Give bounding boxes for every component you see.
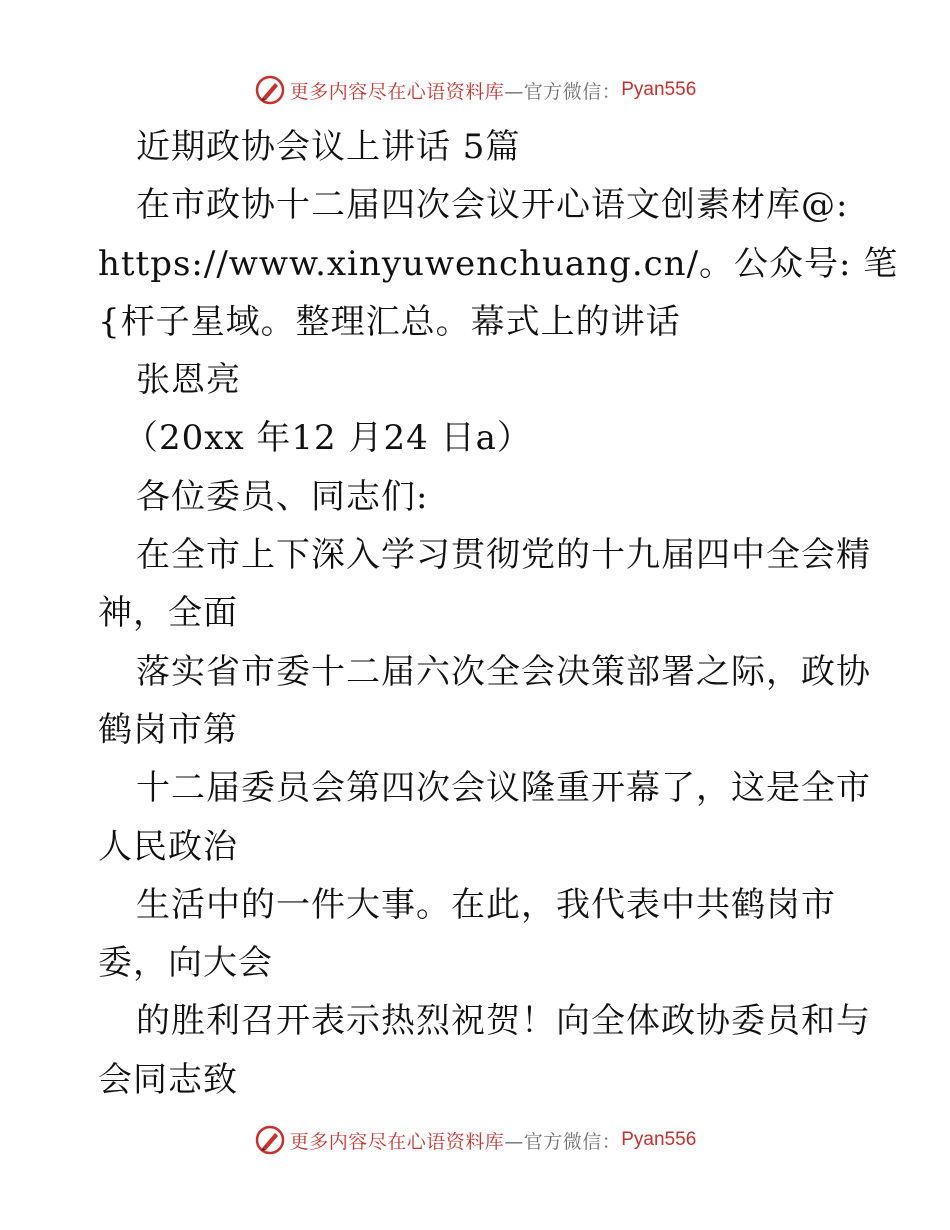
- banner-wechat-label: —官方微信：: [504, 1130, 622, 1153]
- pen-logo-icon: [254, 74, 286, 106]
- doc-line: 会同志致: [98, 1059, 238, 1100]
- doc-line: 的胜利召开表示热烈祝贺！向全体政协委员和与: [136, 1001, 871, 1042]
- doc-date: （20xx 年12 月24 日a）: [124, 418, 532, 459]
- doc-line: https://www.xinyuwenchuang.cn/。公众号: 笔: [98, 243, 899, 284]
- pen-logo-icon: [254, 1124, 286, 1156]
- doc-line: 十二届委员会第四次会议隆重开幕了，这是全市: [136, 768, 871, 809]
- doc-line: 在全市上下深入学习贯彻党的十九届四中全会精: [136, 535, 871, 576]
- banner-wechat-id: Pyan556: [621, 1129, 697, 1150]
- doc-line: 鹤岗市第: [98, 709, 238, 750]
- doc-line: 人民政治: [98, 826, 238, 867]
- doc-line: 在市政协十二届四次会议开心语文创素材库@:: [136, 185, 849, 226]
- doc-speaker: 张恩亮: [136, 360, 241, 401]
- doc-line: 委，向大会: [98, 943, 273, 984]
- doc-salutation: 各位委员、同志们:: [136, 476, 429, 517]
- banner-text: 更多内容尽在心语资料库: [289, 80, 505, 103]
- footer-banner: [0, 1120, 950, 1160]
- banner-wechat-label: —官方微信：: [504, 80, 622, 103]
- banner-text: 更多内容尽在心语资料库: [289, 1130, 505, 1153]
- banner-wechat-id: Pyan556: [621, 79, 697, 100]
- doc-line: 落实省市委十二届六次全会决策部署之际，政协: [136, 651, 871, 692]
- doc-line: 生活中的一件大事。在此，我代表中共鹤岗市: [136, 884, 836, 925]
- doc-line: 神，全面: [98, 593, 238, 634]
- header-banner: [0, 70, 950, 110]
- doc-title: 近期政协会议上讲话 5篇: [136, 127, 521, 167]
- document-body: [98, 118, 899, 1109]
- doc-line: {杆子星域。整理汇总。幕式上的讲话: [98, 301, 681, 342]
